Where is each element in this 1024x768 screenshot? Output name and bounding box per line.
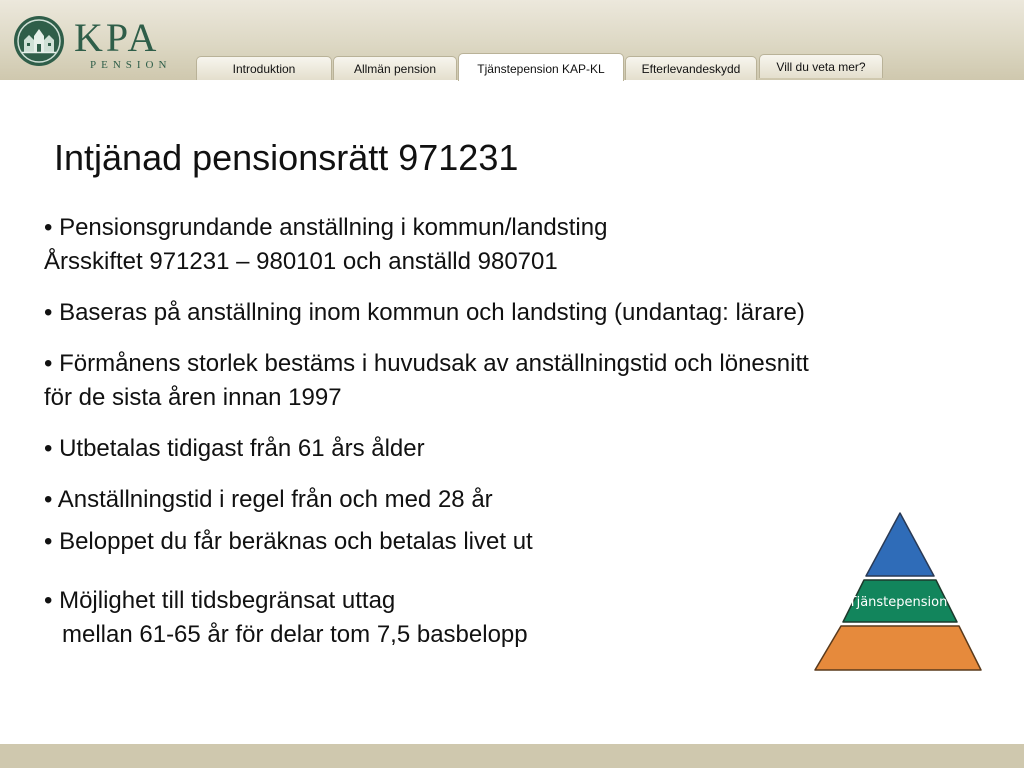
bullet-mojlighet: • Möjlighet till tidsbegränsat uttag <box>44 587 396 614</box>
header-bar <box>0 0 1024 80</box>
kpa-logo[interactable] <box>12 12 182 74</box>
tab-vill-du-veta-mer[interactable]: Vill du veta mer? <box>759 54 883 78</box>
pyramid-top-tier <box>866 513 934 576</box>
tab-efterlevandeskydd[interactable]: Efterlevandeskydd <box>625 56 757 80</box>
pyramid-bottom-tier <box>815 626 981 670</box>
bullet-anstallningstid: • Anställningstid i regel från och med 28 år <box>44 486 493 513</box>
bullet-formanens-storlek-continued: för de sista åren innan 1997 <box>44 384 342 411</box>
logo-subtext: PENSION <box>90 59 172 71</box>
kpa-emblem-icon <box>12 14 66 68</box>
bullet-utbetalas: • Utbetalas tidigast från 61 års ålder <box>44 435 425 462</box>
tab-allman-pension[interactable]: Allmän pension <box>333 56 457 80</box>
page-title: Intjänad pensionsrätt 971231 <box>54 137 519 178</box>
bullet-mojlighet-continued: mellan 61-65 år för delar tom 7,5 basbelopp <box>62 621 528 648</box>
logo-wordmark: KPA <box>74 15 160 60</box>
tab-introduktion[interactable]: Introduktion <box>196 56 332 80</box>
bullet-beloppet: • Beloppet du får beräknas och betalas livet ut <box>44 528 533 555</box>
footer-bar <box>0 744 1024 768</box>
pyramid-label: Tjänstepension <box>848 595 948 610</box>
pension-pyramid-illustration <box>810 508 990 676</box>
bullet-pensionsgrundande-continued: Årsskiftet 971231 – 980101 och anställd 980701 <box>44 248 558 275</box>
bullet-baseras: • Baseras på anställning inom kommun och landsting (undantag: lärare) <box>44 299 805 326</box>
bullet-pensionsgrundande: • Pensionsgrundande anställning i kommun/landsting <box>44 214 608 241</box>
tab-tjanstepension-kap-kl[interactable]: Tjänstepension KAP-KL <box>458 53 624 81</box>
bullet-formanens-storlek: • Förmånens storlek bestäms i huvudsak av anställningstid och lönesnitt <box>44 350 809 377</box>
